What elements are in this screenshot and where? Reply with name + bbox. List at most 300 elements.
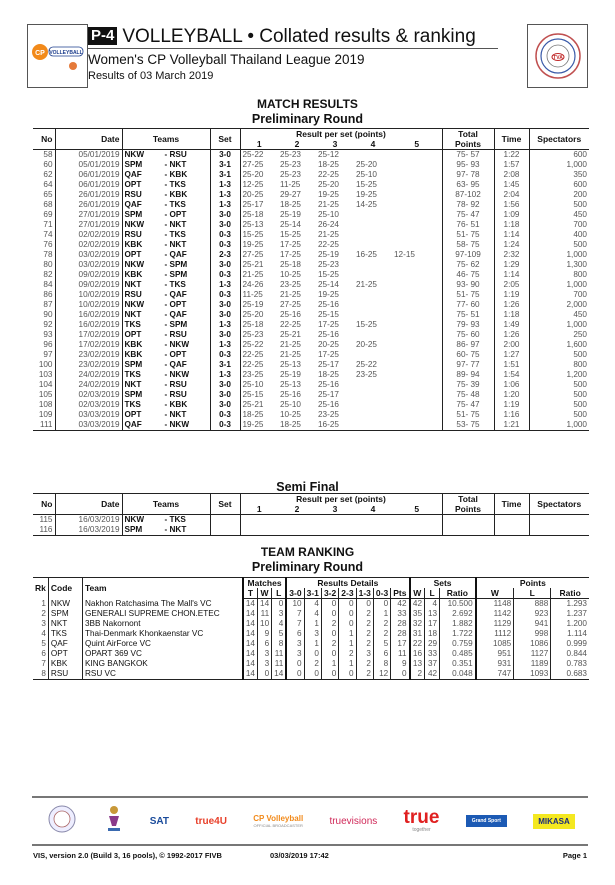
match-date: 09/02/2019 xyxy=(55,280,122,290)
semi-col-set-4: 4 xyxy=(354,504,392,515)
home-team: RSU xyxy=(124,190,142,199)
points-won: 951 xyxy=(476,649,514,659)
total-points: 75- 51 xyxy=(442,310,494,320)
semi-col-set-5: 5 xyxy=(392,504,442,515)
points-won: 1112 xyxy=(476,629,514,639)
tva-logo xyxy=(527,24,588,88)
set-2-score: 25-16 xyxy=(280,390,301,399)
truevisions-logo: truevisions xyxy=(329,815,378,827)
home-team: QAF xyxy=(124,170,142,179)
match-row xyxy=(33,200,589,210)
set-4-score xyxy=(354,260,392,270)
match-date: 16/03/2019 xyxy=(55,525,122,536)
title-text: VOLLEYBALL • Collated results & ranking xyxy=(122,26,476,47)
match-row xyxy=(33,400,589,410)
spectators: 1,600 xyxy=(529,340,589,350)
sport-authority-logo xyxy=(105,804,123,839)
away-team: - NKW xyxy=(164,340,190,349)
match-no: 111 xyxy=(33,420,55,431)
set-4-score xyxy=(354,230,392,240)
total-points xyxy=(442,525,494,536)
set-3-score: 25-12 xyxy=(318,150,339,159)
match-no: 76 xyxy=(43,240,53,249)
spectators: 500 xyxy=(529,410,589,420)
match-date: 23/02/2019 xyxy=(55,350,122,360)
team-name: RSU VC xyxy=(82,669,242,680)
semi-col-total: Total xyxy=(442,494,494,505)
sets-ratio: 1.882 xyxy=(440,619,476,629)
set-3-score: 25-17 xyxy=(318,360,339,369)
set-3-score xyxy=(316,515,354,526)
set-score: 0-3 xyxy=(210,270,240,280)
set-5-score xyxy=(392,390,442,400)
match-time: 1:24 xyxy=(494,240,529,250)
set-4-score xyxy=(354,410,392,420)
set-1-score: 25-22 xyxy=(240,340,278,350)
set-4-score xyxy=(354,240,392,250)
points-won: 1129 xyxy=(476,619,514,629)
set-4-score xyxy=(354,515,392,526)
set-score: 1-3 xyxy=(210,190,240,200)
rk-col-points-l: L xyxy=(514,588,551,599)
result-0-3: 12 xyxy=(373,669,390,680)
home-team: TKS xyxy=(124,370,141,379)
total-points: 93- 90 xyxy=(442,280,494,290)
set-5-score xyxy=(392,180,442,190)
total-points: 60- 75 xyxy=(442,350,494,360)
set-2-score: 18-25 xyxy=(280,200,301,209)
set-5-score xyxy=(392,380,442,390)
matches-total: 14 xyxy=(243,609,258,619)
set-score: 3-0 xyxy=(210,300,240,310)
semi-col-no: No xyxy=(33,494,55,515)
spectators: 800 xyxy=(529,270,589,280)
match-time: 1:14 xyxy=(494,270,529,280)
home-team: SPM xyxy=(124,210,143,219)
result-1-3: 0 xyxy=(356,599,373,610)
set-4-score xyxy=(354,220,392,230)
set-3-score: 25-15 xyxy=(318,310,339,319)
semi-col-set-2: 2 xyxy=(278,504,316,515)
points-won: 931 xyxy=(476,659,514,669)
match-no: 86 xyxy=(43,290,53,299)
points-ratio: 0.783 xyxy=(551,659,589,669)
svg-text:CP: CP xyxy=(34,50,45,57)
set-5-score xyxy=(392,330,442,340)
sets-ratio: 2.692 xyxy=(440,609,476,619)
rk-col-t: T xyxy=(243,588,258,599)
set-1-score: 21-25 xyxy=(240,270,278,280)
set-5-score xyxy=(392,240,442,250)
result-3-1: 1 xyxy=(304,619,321,629)
matches-lost: 14 xyxy=(272,669,287,680)
match-date: 27/01/2019 xyxy=(55,210,122,220)
set-3-score: 25-19 xyxy=(318,250,339,259)
set-3-score: 25-16 xyxy=(318,330,339,339)
home-team: KBK xyxy=(124,240,143,249)
total-points: 86- 97 xyxy=(442,340,494,350)
ranking-points: 33 xyxy=(391,609,410,619)
match-teams xyxy=(122,330,210,340)
official-broadcaster-block xyxy=(253,814,303,828)
spectators: 250 xyxy=(529,330,589,340)
spectators: 450 xyxy=(529,310,589,320)
match-date: 06/01/2019 xyxy=(55,170,122,180)
report-title xyxy=(88,26,498,49)
result-3-1: 3 xyxy=(304,629,321,639)
set-4-score: 25-10 xyxy=(356,170,377,179)
set-score: 3-0 xyxy=(210,150,240,161)
spectators: 500 xyxy=(529,390,589,400)
match-date: 16/03/2019 xyxy=(55,515,122,526)
home-team: QAF xyxy=(124,200,142,209)
team-name: GENERALI SUPREME CHON.ETEC xyxy=(82,609,242,619)
rk-col-matches: Matches xyxy=(243,578,286,589)
col-teams: Teams xyxy=(122,129,210,150)
home-team: SPM xyxy=(124,160,143,169)
matches-total: 14 xyxy=(243,599,258,610)
svg-text:TVA: TVA xyxy=(552,55,563,61)
semi-col-points: Points xyxy=(442,504,494,515)
sets-lost: 4 xyxy=(425,599,440,610)
match-time: 2:08 xyxy=(494,170,529,180)
set-4-score: 21-25 xyxy=(356,280,377,289)
set-3-score: 25-10 xyxy=(318,210,339,219)
matches-total: 14 xyxy=(243,629,258,639)
home-team: NKW xyxy=(124,220,145,229)
set-4-score: 15-25 xyxy=(356,180,377,189)
set-3-score: 23-25 xyxy=(318,410,339,419)
match-row xyxy=(33,260,589,270)
home-team: OPT xyxy=(124,250,142,259)
col-points: Points xyxy=(442,139,494,150)
set-4-score xyxy=(354,390,392,400)
points-ratio: 1.293 xyxy=(551,599,589,610)
match-teams xyxy=(122,270,210,280)
total-points: 75- 39 xyxy=(442,380,494,390)
sets-lost: 29 xyxy=(425,639,440,649)
set-3-score: 15-25 xyxy=(318,270,339,279)
match-teams xyxy=(122,190,210,200)
points-ratio: 0.844 xyxy=(551,649,589,659)
rank: 8 xyxy=(33,669,48,680)
semi-match-row xyxy=(33,525,589,536)
result-2-3: 2 xyxy=(339,649,356,659)
match-row xyxy=(33,250,589,260)
matches-lost: 11 xyxy=(272,649,287,659)
col-set-2: 2 xyxy=(278,139,316,150)
team-code: QAF xyxy=(48,639,82,649)
match-row xyxy=(33,380,589,390)
match-row xyxy=(33,150,589,161)
points-lost: 941 xyxy=(514,619,551,629)
match-row xyxy=(33,220,589,230)
sets-ratio: 0.485 xyxy=(440,649,476,659)
match-teams xyxy=(122,420,210,431)
set-3-score: 18-25 xyxy=(318,370,339,379)
total-points: 87-102 xyxy=(442,190,494,200)
team-code: RSU xyxy=(48,669,82,680)
points-ratio: 1.114 xyxy=(551,629,589,639)
ranking-points: 0 xyxy=(391,669,410,680)
team-name: 3BB Nakornont xyxy=(82,619,242,629)
set-score xyxy=(210,525,240,536)
match-date: 03/02/2019 xyxy=(55,260,122,270)
away-team: - KBK xyxy=(164,190,188,199)
matches-total: 14 xyxy=(243,649,258,659)
set-5-score xyxy=(392,410,442,420)
sets-won: 32 xyxy=(410,619,425,629)
set-score: 0-3 xyxy=(210,350,240,360)
points-won: 747 xyxy=(476,669,514,680)
match-time: 1:56 xyxy=(494,200,529,210)
home-team: OPT xyxy=(124,330,142,339)
set-3-score: 19-25 xyxy=(318,190,339,199)
spectators: 450 xyxy=(529,210,589,220)
matches-lost: 0 xyxy=(272,599,287,610)
col-result-per-set: Result per set (points) xyxy=(240,129,442,140)
ranking-row xyxy=(33,649,589,659)
sets-ratio: 10.500 xyxy=(440,599,476,610)
mikasa-logo: MIKASA xyxy=(533,814,575,829)
semi-col-set: Set xyxy=(210,494,240,515)
points-ratio: 1.237 xyxy=(551,609,589,619)
sets-lost: 18 xyxy=(425,629,440,639)
set-2-score: 15-25 xyxy=(280,230,301,239)
ranking-row xyxy=(33,619,589,629)
set-1-score: 25-23 xyxy=(240,330,278,340)
set-5-score xyxy=(392,360,442,370)
set-2-score: 25-18 xyxy=(280,260,301,269)
set-3-score xyxy=(316,525,354,536)
col-set-5: 5 xyxy=(392,139,442,150)
set-2-score: 25-19 xyxy=(280,210,301,219)
rk-col-w: W xyxy=(257,588,271,599)
points-ratio: 0.683 xyxy=(551,669,589,680)
set-1-score: 20-25 xyxy=(240,190,278,200)
set-5-score xyxy=(392,515,442,526)
set-1-score: 19-25 xyxy=(240,240,278,250)
set-2-score: 11-25 xyxy=(280,180,301,189)
vis-version: VIS, version 2.0 (Build 3, 16 pools), © 1992-2017 FIVB xyxy=(33,851,222,860)
set-4-score xyxy=(354,330,392,340)
match-date: 02/03/2019 xyxy=(55,390,122,400)
set-1-score: 15-25 xyxy=(240,230,278,240)
team-code: SPM xyxy=(48,609,82,619)
ranking-row xyxy=(33,629,589,639)
home-team: RSU xyxy=(124,230,142,239)
result-2-3: 0 xyxy=(339,619,356,629)
set-score: 0-3 xyxy=(210,290,240,300)
team-code: TKS xyxy=(48,629,82,639)
away-team: - OPT xyxy=(164,350,187,359)
match-row xyxy=(33,340,589,350)
match-teams xyxy=(122,150,210,161)
ranking-points: 42 xyxy=(391,599,410,610)
set-5-score xyxy=(392,400,442,410)
set-1-score xyxy=(240,515,278,526)
match-teams xyxy=(122,220,210,230)
set-4-score xyxy=(354,380,392,390)
matches-total: 14 xyxy=(243,659,258,669)
match-no: 62 xyxy=(43,170,53,179)
set-1-score: 22-25 xyxy=(240,350,278,360)
match-time: 1:57 xyxy=(494,160,529,170)
set-5-score xyxy=(392,525,442,536)
rk-col-points: Points xyxy=(476,578,589,589)
match-time: 1:27 xyxy=(494,350,529,360)
match-row xyxy=(33,190,589,200)
match-time: 1:49 xyxy=(494,320,529,330)
match-time: 1:18 xyxy=(494,310,529,320)
set-1-score: 11-25 xyxy=(240,290,278,300)
true-logo: true xyxy=(403,807,440,828)
set-4-score xyxy=(354,270,392,280)
result-1-3: 2 xyxy=(356,629,373,639)
match-row xyxy=(33,170,589,180)
result-2-3: 1 xyxy=(339,659,356,669)
set-5-score xyxy=(392,160,442,170)
spectators: 1,000 xyxy=(529,320,589,330)
set-2-score: 23-25 xyxy=(280,280,301,289)
set-2-score: 25-23 xyxy=(280,170,301,179)
set-2-score: 18-25 xyxy=(278,420,316,431)
col-set: Set xyxy=(210,129,240,150)
set-5-score xyxy=(392,320,442,330)
match-teams xyxy=(122,180,210,190)
set-score: 0-3 xyxy=(210,230,240,240)
set-score: 3-0 xyxy=(210,220,240,230)
match-date: 10/02/2019 xyxy=(55,290,122,300)
result-2-3: 0 xyxy=(339,669,356,680)
set-1-score xyxy=(240,525,278,536)
away-team: - SPM xyxy=(164,260,188,269)
spectators: 1,000 xyxy=(529,420,589,431)
set-2-score: 25-14 xyxy=(280,220,301,229)
match-time: 1:16 xyxy=(494,410,529,420)
match-row xyxy=(33,310,589,320)
svg-text:VOLLEYBALL: VOLLEYBALL xyxy=(48,50,83,56)
set-2-score: 29-27 xyxy=(280,190,301,199)
set-score xyxy=(210,515,240,526)
match-date: 02/02/2019 xyxy=(55,240,122,250)
match-teams xyxy=(122,370,210,380)
set-1-score: 25-18 xyxy=(240,320,278,330)
match-row xyxy=(33,330,589,340)
rk-col-3-1: 3-1 xyxy=(304,588,321,599)
col-spectators: Spectators xyxy=(529,129,589,150)
away-team: - TKS xyxy=(164,180,186,189)
match-teams xyxy=(122,400,210,410)
set-4-score xyxy=(354,525,392,536)
semi-col-set-3: 3 xyxy=(316,504,354,515)
total-points: 97-109 xyxy=(442,250,494,260)
match-row xyxy=(33,390,589,400)
points-won: 1085 xyxy=(476,639,514,649)
rk-col-3-2: 3-2 xyxy=(321,588,338,599)
spectators: 500 xyxy=(529,380,589,390)
away-team: - RSU xyxy=(164,150,187,159)
match-teams xyxy=(122,390,210,400)
total-points: 58- 75 xyxy=(442,240,494,250)
official-broadcaster-caption: OFFICIAL BROADCASTER xyxy=(253,823,303,828)
match-time: 1:26 xyxy=(494,300,529,310)
result-0-3: 1 xyxy=(373,609,390,619)
away-team: - TKS xyxy=(164,280,186,289)
match-no: 90 xyxy=(43,310,53,319)
points-ratio: 1.200 xyxy=(551,619,589,629)
set-score: 0-3 xyxy=(210,420,240,431)
set-1-score: 25-18 xyxy=(240,210,278,220)
match-time: 1:45 xyxy=(494,180,529,190)
spectators: 600 xyxy=(529,150,589,161)
rk-col-results-details: Results Details xyxy=(286,578,409,589)
points-won: 1142 xyxy=(476,609,514,619)
rk-col-rank: Rk xyxy=(33,578,48,599)
away-team: - OPT xyxy=(164,210,187,219)
match-no: 64 xyxy=(43,180,53,189)
col-date: Date xyxy=(55,129,122,150)
result-3-1: 2 xyxy=(304,659,321,669)
matches-lost: 4 xyxy=(272,619,287,629)
set-1-score: 27-25 xyxy=(240,160,278,170)
set-1-score: 25-15 xyxy=(240,390,278,400)
matches-lost: 5 xyxy=(272,629,287,639)
set-5-score: 12-15 xyxy=(394,250,415,259)
match-time: 1:20 xyxy=(494,390,529,400)
result-2-3: 1 xyxy=(339,639,356,649)
set-1-score: 25-20 xyxy=(240,310,278,320)
semi-col-date: Date xyxy=(55,494,122,515)
rk-col-sets-w: W xyxy=(410,588,425,599)
spectators: 200 xyxy=(529,190,589,200)
match-date: 26/01/2019 xyxy=(55,200,122,210)
set-2-score: 22-25 xyxy=(280,320,301,329)
semi-col-teams: Teams xyxy=(122,494,210,515)
spectators: 1,000 xyxy=(529,250,589,260)
ranking-points: 17 xyxy=(391,639,410,649)
team-code: OPT xyxy=(48,649,82,659)
away-team: - KBK xyxy=(164,170,188,179)
set-3-score: 16-25 xyxy=(316,420,354,431)
match-time: 2:00 xyxy=(494,340,529,350)
set-3-score: 17-25 xyxy=(318,350,339,359)
match-no: 71 xyxy=(43,220,53,229)
set-2-score: 27-25 xyxy=(280,300,301,309)
rk-col-1-3: 1-3 xyxy=(356,588,373,599)
home-team: NKT xyxy=(124,280,142,289)
set-score: 3-0 xyxy=(210,390,240,400)
ranking-row xyxy=(33,609,589,619)
points-lost: 1189 xyxy=(514,659,551,669)
result-3-2: 1 xyxy=(321,659,338,669)
away-team: - NKT xyxy=(164,410,187,419)
preliminary-results-table xyxy=(33,128,589,431)
home-team: SPM xyxy=(124,390,143,399)
spectators: 1,300 xyxy=(529,260,589,270)
set-2-score xyxy=(278,525,316,536)
ranking-points: 28 xyxy=(391,629,410,639)
match-date: 24/02/2019 xyxy=(55,370,122,380)
result-2-3: 0 xyxy=(339,599,356,610)
set-5-score xyxy=(392,270,442,280)
result-3-2: 0 xyxy=(321,609,338,619)
spectators: 700 xyxy=(529,290,589,300)
rk-col-team: Team xyxy=(82,578,242,599)
match-date: 16/02/2019 xyxy=(55,310,122,320)
spectators: 500 xyxy=(529,400,589,410)
points-lost: 1127 xyxy=(514,649,551,659)
